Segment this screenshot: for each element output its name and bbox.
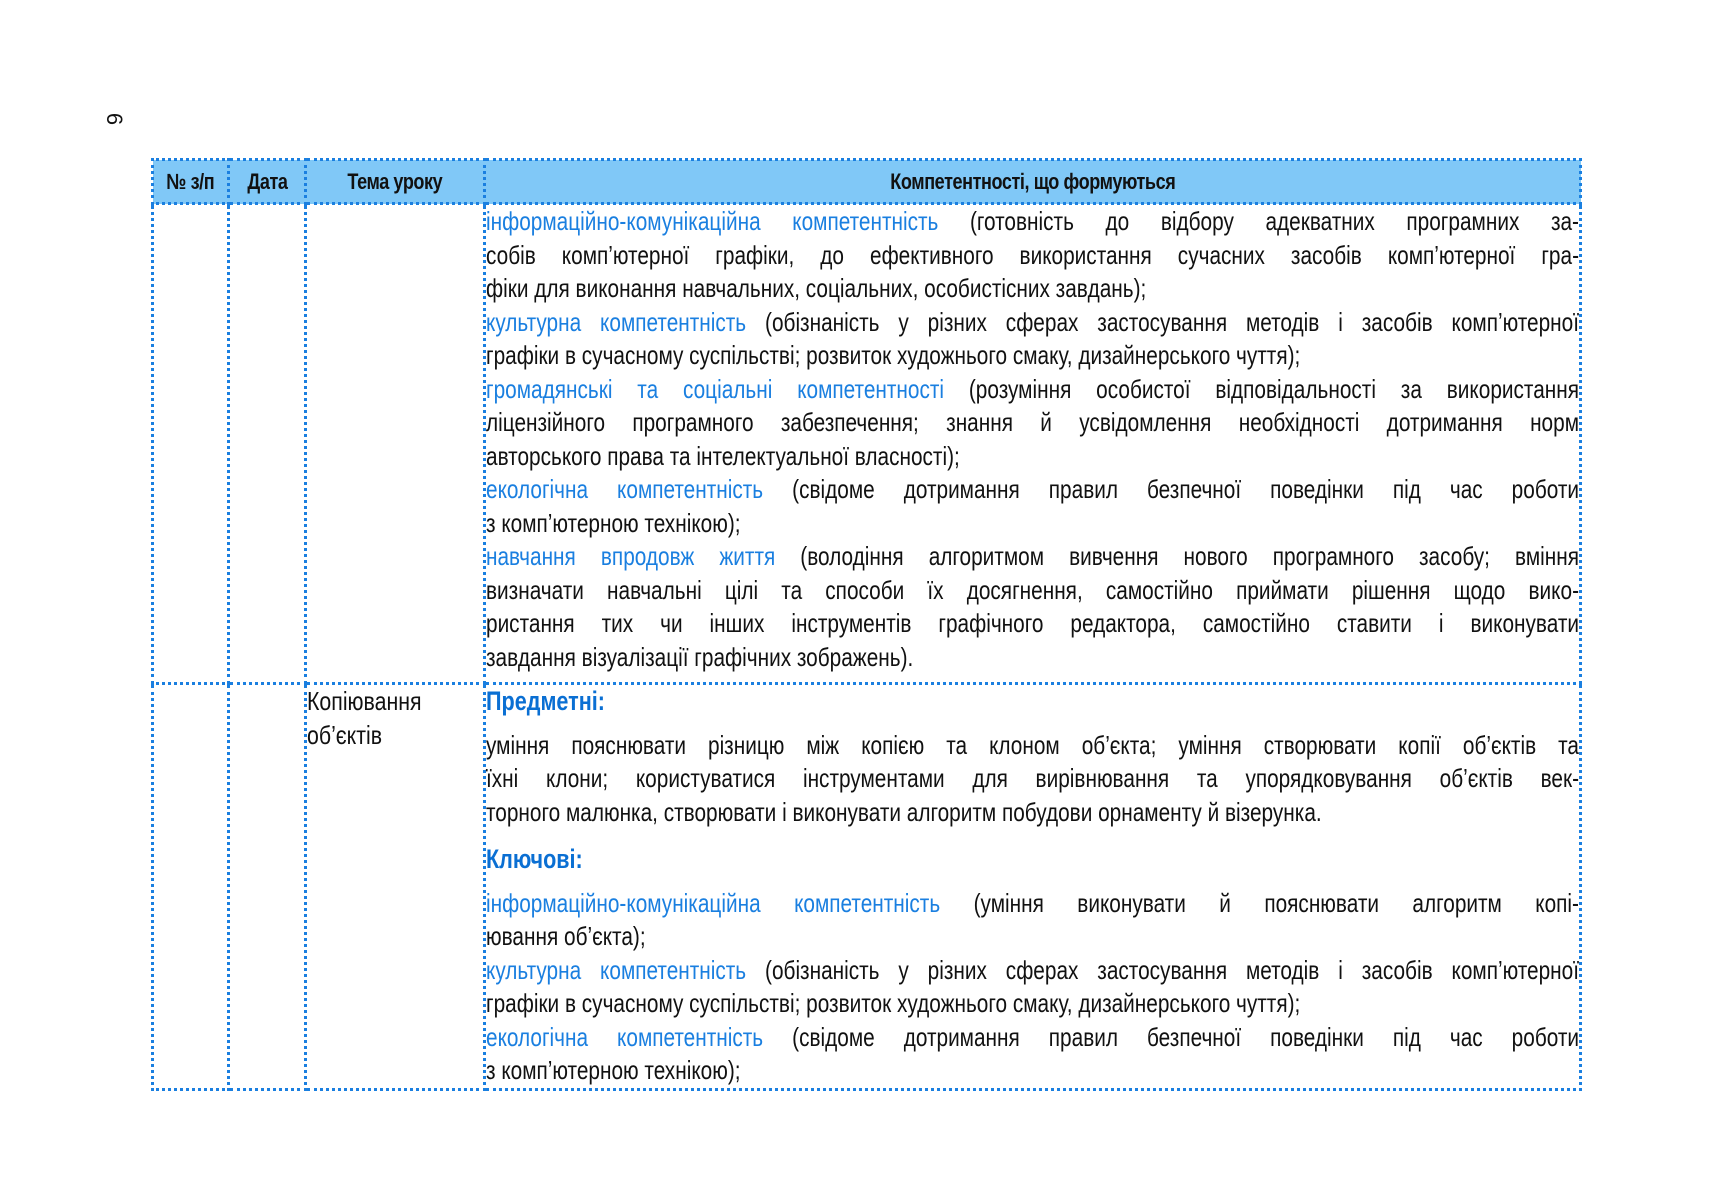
page-number: 6: [102, 112, 128, 126]
competency-description: (обізнаність у різних сферах застосування методів і засобів комп’ютерної: [746, 954, 1579, 985]
text-line: [486, 762, 1579, 796]
table-row: [153, 684, 1581, 1090]
text-line: [486, 239, 1579, 273]
competency-description: визначати навчальні цілі та способи їх досягнення, самостійно приймати рішення щодо вико-: [486, 574, 1579, 605]
table-row: [153, 204, 1581, 684]
key-competencies-paragraph: [486, 887, 1579, 1088]
header-competencies: Компетентності, що формуються: [485, 160, 1581, 204]
text-line: [486, 987, 1579, 1021]
competency-keyword: культурна компетентність: [486, 306, 747, 337]
topic-line: Копіювання: [307, 686, 422, 716]
text-line: [486, 729, 1579, 763]
text-line: [486, 205, 1579, 239]
text-line: [486, 796, 1579, 830]
competency-description: завдання візуалізації графічних зображень).: [486, 641, 914, 672]
text-line: [486, 272, 1579, 306]
text-line: [486, 473, 1579, 507]
competency-description: (уміння виконувати й пояснювати алгоритм копі-: [940, 887, 1579, 918]
competency-description: ристання тих чи інших інструментів графічного редактора, самостійно ставити і виконувати: [486, 608, 1579, 638]
cell-topic: [306, 204, 485, 684]
competency-description: графіки в сучасному суспільстві; розвиток художнього смаку, дизайнерського чуття);: [486, 340, 1301, 370]
competency-description: (свідоме дотримання правил безпечної поведінки під час роботи: [763, 1021, 1579, 1052]
text-line: [486, 607, 1579, 641]
competency-description: торного малюнка, створювати і виконувати алгоритм побудови орнаменту й візерунка.: [486, 796, 1322, 827]
header-topic: Тема уроку: [306, 160, 485, 204]
competency-description: їхні клони; користуватися інструментами для вирівнювання та упорядковування об’єктів век-: [486, 763, 1579, 793]
competency-description: (готовність до відбору адекватних програмних за-: [938, 206, 1579, 236]
competency-keyword: навчання впродовж життя: [486, 541, 776, 571]
text-line: [486, 1054, 1579, 1088]
subject-competencies-paragraph: [486, 729, 1579, 830]
key-competencies-title: Ключові:: [486, 844, 583, 874]
cell-competencies: [485, 204, 1581, 684]
competency-description: уміння пояснювати різницю між копією та клоном об’єкта; уміння створювати копії об’єктів та: [486, 729, 1579, 760]
competency-description: графіки в сучасному суспільстві; розвиток художнього смаку, дизайнерського чуття);: [486, 988, 1301, 1018]
competency-keyword: інформаційно-комунікаційна компетентність: [486, 206, 939, 236]
competency-description: (розуміння особистої відповідальності за використання: [944, 373, 1579, 404]
competency-description: (обізнаність у різних сферах застосування методів і засобів комп’ютерної: [746, 306, 1579, 337]
text-line: [486, 373, 1579, 407]
cell-date: [229, 684, 306, 1090]
cell-competencies: [485, 684, 1581, 1090]
competency-keyword: екологічна компетентність: [486, 1021, 764, 1052]
competency-description: авторського права та інтелектуальної власності);: [486, 440, 960, 471]
cell-topic: [306, 684, 485, 1090]
competencies-paragraph: [486, 205, 1579, 674]
competency-keyword: інформаційно-комунікаційна компетентність: [486, 887, 941, 918]
competency-description: (володіння алгоритмом вивчення нового програмного засобу; вміння: [775, 541, 1579, 571]
text-line: [486, 574, 1579, 608]
text-line: [486, 920, 1579, 954]
subject-competencies-title: Предметні:: [486, 686, 605, 716]
cell-num: [153, 204, 229, 684]
competency-keyword: екологічна компетентність: [486, 474, 764, 504]
topic-line: об’єктів: [307, 719, 383, 750]
header-num: № з/п: [153, 160, 229, 204]
competency-description: з комп’ютерною технікою);: [486, 1055, 741, 1085]
text-line: [486, 306, 1579, 340]
competency-keyword: громадянські та соціальні компетентності: [486, 373, 945, 404]
cell-date: [229, 204, 306, 684]
text-line: [486, 954, 1579, 988]
competency-description: фіки для виконання навчальних, соціальних, особистісних завдань);: [486, 273, 1147, 303]
competency-description: з комп’ютерною технікою);: [486, 507, 741, 538]
competency-description: ювання об’єкта);: [486, 921, 646, 951]
competency-description: ліцензійного програмного забезпечення; знання й усвідомлення необхідності дотримання норм: [486, 407, 1579, 437]
competency-keyword: культурна компетентність: [486, 954, 747, 985]
text-line: [486, 507, 1579, 541]
text-line: [486, 887, 1579, 921]
table-header-row: [153, 160, 1581, 204]
text-line: [486, 406, 1579, 440]
competency-description: собів комп’ютерної графіки, до ефективного використання сучасних засобів комп’ютерної гра-: [486, 239, 1579, 270]
text-line: [486, 540, 1579, 574]
text-line: [486, 339, 1579, 373]
competency-description: (свідоме дотримання правил безпечної поведінки під час роботи: [763, 474, 1579, 504]
text-line: [486, 1021, 1579, 1055]
cell-num: [153, 684, 229, 1090]
header-date: Дата: [229, 160, 306, 204]
text-line: [486, 440, 1579, 474]
competencies-table: [151, 158, 1582, 1091]
text-line: [486, 641, 1579, 675]
